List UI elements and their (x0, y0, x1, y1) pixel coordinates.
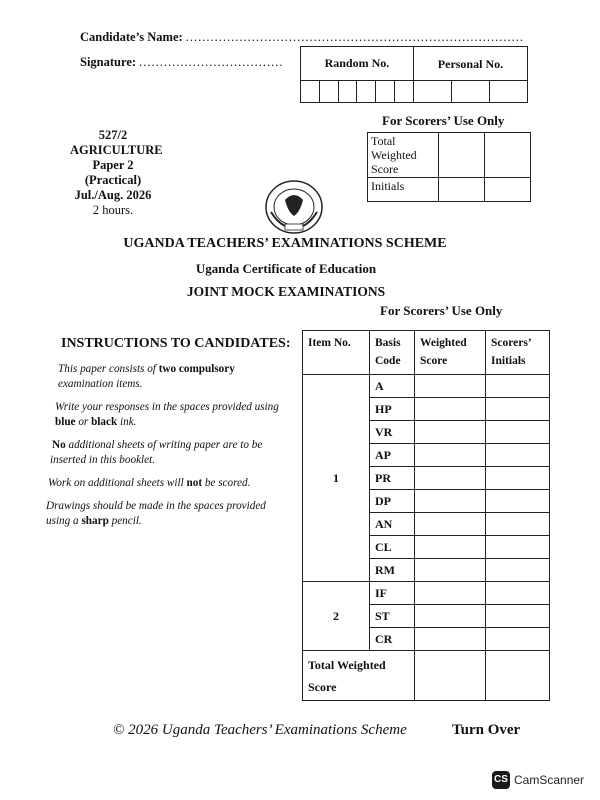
weighted-score-cell[interactable] (415, 375, 486, 398)
item-2-number: 2 (303, 582, 370, 651)
table-row (303, 375, 550, 398)
basis-code: DP (370, 490, 415, 513)
table-row (303, 582, 550, 605)
basis-code: PR (370, 467, 415, 490)
basis-code: AP (370, 444, 415, 467)
instruction-3-cont: inserted in this booklet. (50, 454, 156, 466)
initials-cell[interactable] (486, 421, 550, 444)
digit-cell[interactable] (301, 81, 320, 103)
basis-code: HP (370, 398, 415, 421)
initials-label: Initials (368, 178, 439, 202)
random-no-label: Random No. (301, 47, 414, 81)
total-initials-cell[interactable] (486, 651, 550, 701)
digit-cell[interactable] (394, 81, 413, 103)
basis-code-header: Basis Code (370, 331, 415, 375)
weighted-score-header: Weighted Score (415, 331, 486, 375)
initials-cell[interactable] (486, 582, 550, 605)
initials-cell-2[interactable] (485, 178, 531, 202)
instruction-5: Drawings should be made in the spaces provided (46, 500, 266, 512)
scoring-table (302, 330, 550, 701)
basis-code: RM (370, 559, 415, 582)
initials-cell[interactable] (486, 536, 550, 559)
turn-over-label: Turn Over (452, 722, 521, 738)
digit-cell[interactable] (489, 81, 527, 103)
basis-code: ST (370, 605, 415, 628)
total-score-cell-1[interactable] (439, 133, 485, 178)
paper-details (70, 128, 163, 218)
paper-subject: AGRICULTURE (70, 143, 163, 157)
item-no-header: Item No. (303, 331, 370, 375)
basis-code: AN (370, 513, 415, 536)
weighted-score-cell[interactable] (415, 444, 486, 467)
initials-cell[interactable] (486, 559, 550, 582)
total-score-cell-2[interactable] (485, 133, 531, 178)
initials-cell[interactable] (486, 628, 550, 651)
initials-cell[interactable] (486, 444, 550, 467)
digit-cell[interactable] (413, 81, 451, 103)
digit-cell[interactable] (357, 81, 376, 103)
weighted-score-cell[interactable] (415, 513, 486, 536)
signature-dots: ................................... (139, 55, 284, 69)
random-personal-number-box (300, 46, 528, 103)
initials-cell[interactable] (486, 513, 550, 536)
total-row (303, 651, 550, 701)
scorers-use-title-main: For Scorers’ Use Only (380, 303, 503, 318)
item-1-number: 1 (303, 375, 370, 582)
camscanner-logo-icon: CS (492, 771, 510, 789)
initials-cell[interactable] (486, 375, 550, 398)
initials-cell[interactable] (486, 467, 550, 490)
instruction-4: Work on additional sheets will not be scored. (48, 477, 251, 489)
paper-type: (Practical) (84, 173, 142, 187)
total-weighted-score-label: Total Weighted Score (368, 133, 439, 178)
candidate-name-label: Candidate’s Name: (80, 30, 183, 44)
weighted-score-cell[interactable] (415, 559, 486, 582)
digit-cell[interactable] (319, 81, 338, 103)
personal-no-label: Personal No. (413, 47, 527, 81)
digit-cell[interactable] (451, 81, 489, 103)
camscanner-watermark: CamScanner (514, 773, 585, 787)
weighted-score-cell[interactable] (415, 490, 486, 513)
paper-code: 527/2 (98, 128, 128, 142)
weighted-score-cell[interactable] (415, 421, 486, 444)
instructions-title: INSTRUCTIONS TO CANDIDATES: (61, 336, 291, 351)
initials-cell[interactable] (486, 398, 550, 421)
instruction-5-cont: using a sharp pencil. (46, 515, 142, 527)
weighted-score-cell[interactable] (415, 628, 486, 651)
digit-cell[interactable] (376, 81, 395, 103)
instructions-list (46, 362, 300, 529)
paper-number: Paper 2 (92, 158, 134, 172)
instruction-1: This paper consists of two compulsory (58, 363, 235, 375)
paper-duration: 2 hours. (92, 203, 134, 217)
initials-cell[interactable] (486, 605, 550, 628)
weighted-score-cell[interactable] (415, 582, 486, 605)
candidate-name-dots: .................................................................................. (185, 30, 525, 44)
instruction-2-cont: blue or black ink. (55, 416, 137, 428)
exam-title: JOINT MOCK EXAMINATIONS (186, 284, 386, 299)
weighted-score-cell[interactable] (415, 398, 486, 421)
weighted-score-cell[interactable] (415, 605, 486, 628)
total-score-cell[interactable] (415, 651, 486, 701)
copyright-notice: © 2026 Uganda Teachers’ Examinations Scheme (113, 722, 407, 738)
number-entry-cells (301, 81, 528, 103)
initials-cell[interactable] (486, 490, 550, 513)
digit-cell[interactable] (338, 81, 357, 103)
basis-code: CL (370, 536, 415, 559)
scorers-initials-header: Scorers’ Initials (486, 331, 550, 375)
uteb-seal-emblem (263, 178, 325, 241)
instruction-3: No additional sheets of writing paper are to be (52, 439, 263, 451)
org-title: UGANDA TEACHERS’ EXAMINATIONS SCHEME (123, 236, 447, 251)
weighted-score-cell[interactable] (415, 467, 486, 490)
scorers-use-title: For Scorers’ Use Only (382, 113, 505, 128)
instruction-2: Write your responses in the spaces provided using (55, 401, 279, 413)
paper-session: Jul./Aug. 2026 (74, 188, 152, 202)
weighted-score-cell[interactable] (415, 536, 486, 559)
basis-code: CR (370, 628, 415, 651)
initials-cell-1[interactable] (439, 178, 485, 202)
basis-code: A (370, 375, 415, 398)
basis-code: IF (370, 582, 415, 605)
scorers-summary-table (367, 132, 531, 202)
certificate-title: Uganda Certificate of Education (195, 261, 377, 276)
total-weighted-score-label: Total Weighted Score (303, 651, 415, 701)
instruction-1-cont: examination items. (58, 378, 143, 390)
basis-code: VR (370, 421, 415, 444)
signature-label: Signature: (80, 55, 137, 69)
signature-field[interactable] (80, 55, 284, 70)
candidate-name-field[interactable] (80, 30, 524, 45)
